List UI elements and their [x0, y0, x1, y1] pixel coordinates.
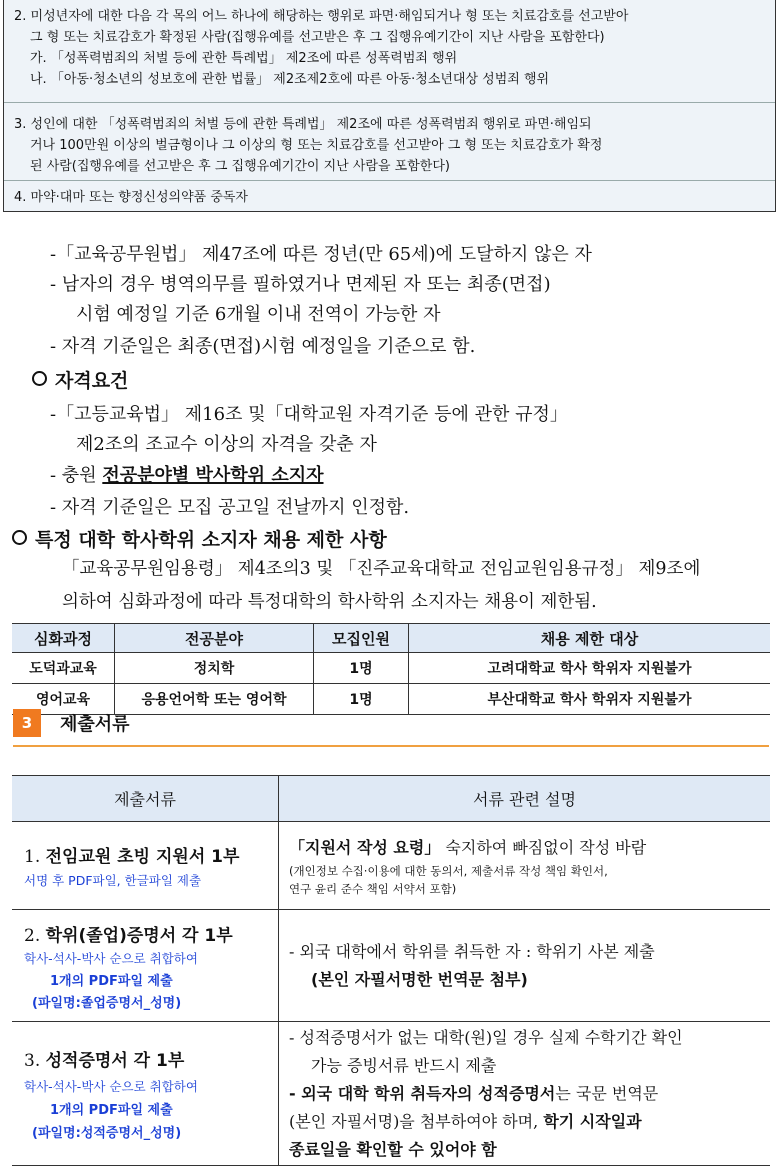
requirement-qualification-l1: -「고등교육법」 제16조 및「대학교원 자격기준 등에 관한 규정」 [50, 404, 568, 425]
requirement-reference-date: - 자격 기준일은 모집 공고일 전날까지 인정함. [50, 497, 410, 518]
condition-retirement-age: -「교육공무원법」 제47조에 따른 정년(만 65세)에 도달하지 않은 자 [50, 244, 592, 265]
divider [4, 180, 775, 181]
requirements-heading: 자격요건 [32, 366, 128, 393]
criteria-item-2: 2. 미성년자에 대한 다음 각 목의 어느 하나에 해당하는 행위로 파면·해임되거나 형 또는 치료감호를 선고받아 그 형 또는 치료감호가 확정된 사람(집행유예를 선고받은 후 그 집행유예기간이 지난 사람을 포함한다) 가. 「성폭력범죄의 처벌 등에 관한 특례법」 제2조에 따른 성폭력범죄 행위 나. 「아동·청소년의 성보호에 관한 법률」 제2조제2호에 따른 아동·청소년대상 성범죄 행위 [14, 9, 629, 87]
condition-military-l2: 시험 예정일 기준 6개월 이내 전역이 가능한 자 [76, 304, 441, 325]
documents-table [12, 775, 770, 1166]
circle-bullet-icon [32, 371, 47, 386]
doc-application-cell: 1. 전임교원 초빙 지원서 1부 서명 후 PDF파일, 한글파일 제출 [12, 822, 279, 910]
table-row [12, 910, 770, 1022]
table-header-row: 심화과정 전공분야 모집인원 채용 제한 대상 [12, 624, 770, 653]
criteria-item-3: 3. 성인에 대한 「성폭력범죄의 처벌 등에 관한 특례법」 제2조에 따른 성폭력범죄 행위로 파면·해임되 거나 100만원 이상의 벌금형이나 그 이상의 형 또는 치료감호를 선고받아 그 형 또는 치료감호가 확정 된 사람(집행유예를 선고받은 후 그 집행유예기간이 지난 사람을 포함한다) [14, 117, 603, 174]
condition-military-l1: - 남자의 경우 병역의무를 필하였거나 면제된 자 또는 최종(면접) [50, 274, 551, 295]
doc-degree-cell: 2. 학위(졸업)증명서 각 1부 학사-석사-박사 순으로 취합하여 1개의 PDF파일 제출 (파일명:졸업증명서_성명) [12, 910, 279, 1022]
section-rule [13, 745, 769, 747]
table-row: 도덕과교육 정치학 1명 고려대학교 학사 학위자 지원불가 [12, 653, 770, 684]
section-number-badge: 3 [13, 709, 41, 737]
requirement-phd: - 충원 전공분야별 박사학위 소지자 [50, 465, 324, 486]
restriction-heading: 특정 대학 학사학위 소지자 채용 제한 사항 [12, 525, 387, 552]
condition-reference-date: - 자격 기준일은 최종(면접)시험 예정일을 기준으로 함. [50, 336, 476, 357]
table-header-row: 제출서류 서류 관련 설명 [12, 776, 770, 822]
restriction-text-l1: 「교육공무원임용령」 제4조의3 및 「진주교육대학교 전임교원임용규정」 제9조에 [62, 559, 701, 579]
divider [4, 102, 775, 103]
table-row: 영어교육 응용언어학 또는 영어학 1명 부산대학교 학사 학위자 지원불가 [12, 684, 770, 715]
disqualification-box [3, 0, 776, 212]
doc-transcript-desc: - 성적증명서가 없는 대학(원)일 경우 실제 수학기간 확인 가능 증빙서류 반드시 제출 - 외국 대학 학위 취득자의 성적증명서는 국문 번역문 (본인 자필서명)을 첨부하여야 하며, 학기 시작일과 종료일을 확인할 수 있어야 함 [279, 1022, 771, 1166]
table-row [12, 822, 770, 910]
criteria-item-4: 4. 마약·대마 또는 향정신성의약품 중독자 [14, 190, 248, 205]
doc-transcript-cell: 3. 성적증명서 각 1부 학사-석사-박사 순으로 취합하여 1개의 PDF파일 제출 (파일명:성적증명서_성명) [12, 1022, 279, 1166]
section-title: 제출서류 [60, 714, 130, 735]
doc-application-desc: 「지원서 작성 요령」 숙지하여 빠짐없이 작성 바람 (개인정보 수집·이용에 대한 동의서, 제출서류 작성 책임 확인서, 연구 윤리 준수 책임 서약서 포함) [279, 822, 771, 910]
table-row [12, 1022, 770, 1166]
doc-degree-desc: - 외국 대학에서 학위를 취득한 자 : 학위기 사본 제출 (본인 자필서명한 번역문 첨부) [279, 910, 771, 1022]
restriction-table [12, 623, 770, 715]
circle-bullet-icon [12, 530, 27, 545]
requirement-qualification-l2: 제2조의 조교수 이상의 자격을 갖춘 자 [76, 434, 377, 455]
restriction-text-l2: 의하여 심화과정에 따라 특정대학의 학사학위 소지자는 채용이 제한됨. [62, 592, 597, 612]
